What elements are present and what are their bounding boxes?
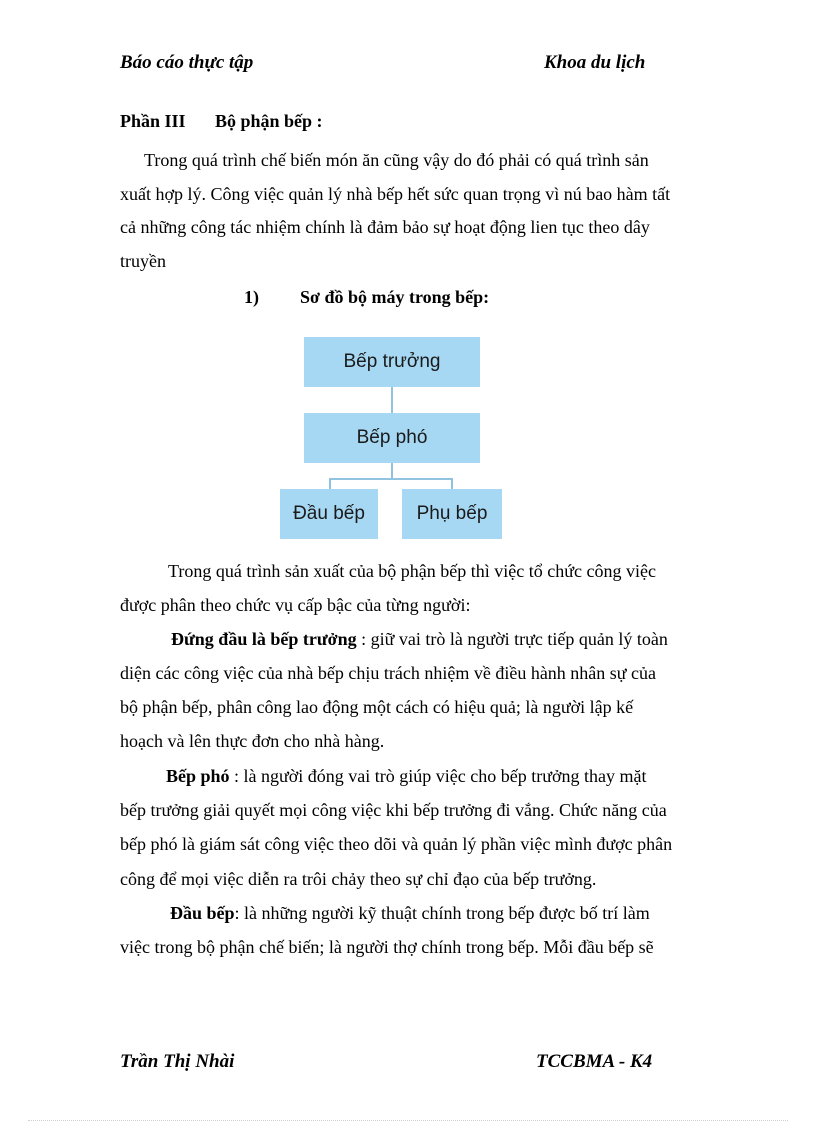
section-title: Bộ phận bếp :	[215, 111, 323, 131]
org-line-head-deputy	[391, 387, 393, 413]
footer-right: TCCBMA - K4	[536, 1051, 653, 1072]
org-box-left: Đầu bếp	[280, 489, 378, 539]
para4-bold: Đầu bếp	[170, 903, 235, 923]
para4-line-1	[170, 903, 650, 923]
para2-line-4: hoạch và lên thực đơn cho nhà hàng.	[120, 731, 385, 751]
org-line-horizontal	[329, 478, 453, 480]
para2-line-2: diện các công việc của nhà bếp chịu trách nhiệm về điều hành nhân sự của	[120, 663, 657, 683]
subsection-title: Sơ đồ bộ máy trong bếp:	[300, 287, 490, 307]
intro-line-1: Trong quá trình chế biến món ăn cũng vậy do đó phải có quá trình sản	[144, 150, 649, 170]
para4-line-2: việc trong bộ phận chế biến; là người thợ chính trong bếp. Mỗi đầu bếp sẽ	[120, 937, 654, 957]
para3-line-3: bếp phó là giám sát công việc theo dõi và quản lý phần việc mình được phân	[120, 834, 673, 854]
org-line-right-drop	[451, 478, 453, 489]
intro-line-3: cả những công tác nhiệm chính là đảm bảo sự hoạt động lien tục theo dây	[120, 217, 650, 237]
para2-line-1	[171, 629, 668, 649]
intro-line-2: xuất hợp lý. Công việc quản lý nhà bếp hết sức quan trọng vì nú bao hàm tất	[120, 184, 671, 204]
para3-first-rest: : là người đóng vai trò giúp việc cho bếp trưởng thay mặt	[229, 766, 647, 786]
org-box-head: Bếp trưởng	[304, 337, 480, 387]
org-line-left-drop	[329, 478, 331, 489]
org-box-right: Phụ bếp	[402, 489, 502, 539]
para2-line-3: bộ phận bếp, phân công lao động một cách có hiệu quả; là người lập kế	[120, 697, 634, 717]
para3-line-1	[166, 766, 647, 786]
org-line-deputy-down	[391, 463, 393, 479]
header-right: Khoa du lịch	[544, 52, 646, 73]
para2-bold: Đứng đầu là bếp trưởng	[171, 629, 357, 649]
footer-left: Trần Thị Nhài	[120, 1051, 235, 1072]
subsection-number: 1)	[244, 287, 259, 307]
section-number: Phần III	[120, 111, 186, 131]
org-box-deputy: Bếp phó	[304, 413, 480, 463]
para3-line-4: công để mọi việc diễn ra trôi chảy theo sự chỉ đạo của bếp trưởng.	[120, 869, 597, 889]
page-bottom-border	[28, 1120, 788, 1121]
para4-first-rest: : là những người kỹ thuật chính trong bếp được bố trí làm	[234, 903, 650, 923]
para3-line-2: bếp trưởng giải quyết mọi công việc khi bếp trưởng đi vắng. Chức năng của	[120, 800, 667, 820]
para3-bold: Bếp phó	[166, 766, 230, 786]
intro-line-4: truyền	[120, 251, 166, 271]
header-left: Báo cáo thực tập	[120, 52, 254, 73]
para1-line-2: được phân theo chức vụ cấp bậc của từng người:	[120, 595, 471, 615]
para2-first-rest: : giữ vai trò là người trực tiếp quản lý toàn	[356, 629, 668, 649]
para1-line-1: Trong quá trình sản xuất của bộ phận bếp thì việc tổ chức công việc	[168, 561, 656, 581]
